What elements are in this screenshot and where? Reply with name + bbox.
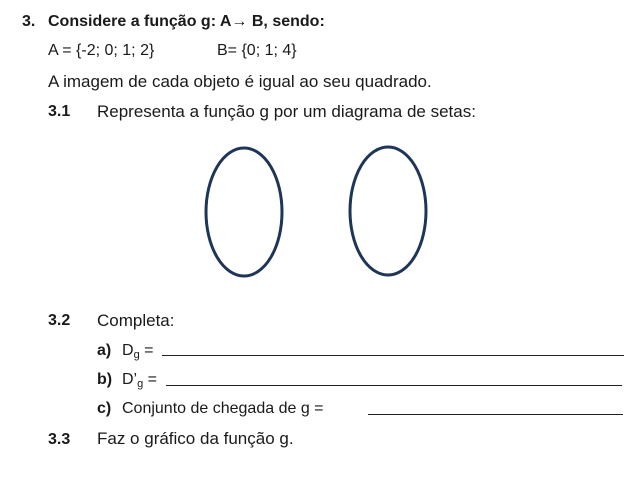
set-a-definition: A = {-2; 0; 1; 2} [48, 42, 155, 59]
item-a-label: a) [97, 342, 112, 359]
codomain-label: Conjunto de chegada de g = [122, 400, 324, 417]
function-rule-text: A imagem de cada objeto é igual ao seu quadrado. [48, 72, 432, 91]
range-subscript: g [137, 378, 144, 390]
item-3-1-text: Representa a função g por um diagrama de setas: [97, 102, 476, 121]
codomain-answer-line[interactable] [368, 414, 623, 415]
question-title: Considere a função g: A→ B, sendo: [48, 13, 325, 30]
item-3-1-number: 3.1 [48, 103, 71, 120]
set-a-oval [206, 148, 282, 276]
item-3-2-text: Completa: [97, 311, 175, 330]
domain-answer-line[interactable] [162, 355, 624, 356]
item-3-3-number: 3.3 [48, 431, 71, 448]
range-answer-line[interactable] [166, 385, 622, 386]
domain-equals: = [139, 342, 154, 359]
range-letter: D’ [122, 371, 138, 388]
set-b-oval [350, 147, 426, 275]
item-c-label: c) [97, 400, 112, 417]
range-label [122, 371, 157, 389]
domain-subscript: g [133, 349, 140, 361]
domain-letter: D [122, 342, 134, 359]
question-number: 3. [22, 13, 36, 30]
item-b-label: b) [97, 371, 113, 388]
item-3-3-text: Faz o gráfico da função g. [97, 429, 294, 448]
domain-label [122, 342, 153, 360]
set-b-definition: B= {0; 1; 4} [217, 42, 297, 59]
range-equals: = [143, 371, 158, 388]
item-3-2-number: 3.2 [48, 312, 71, 329]
